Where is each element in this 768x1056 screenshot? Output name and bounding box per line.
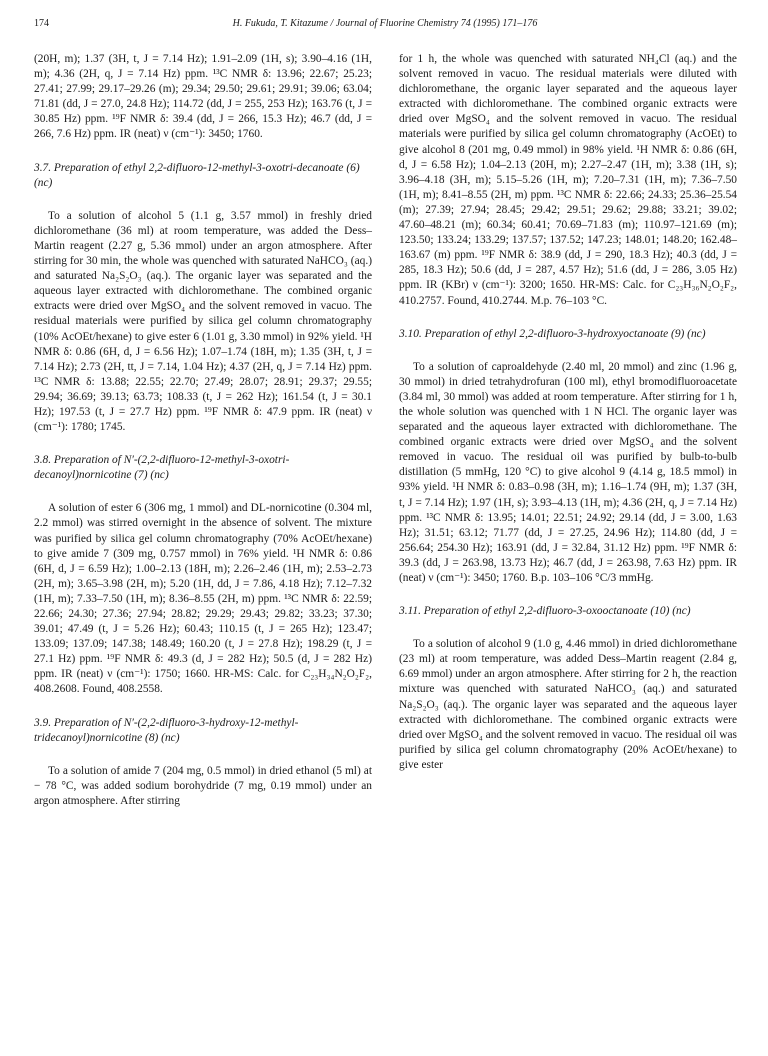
page-number: 174	[34, 18, 49, 29]
left-column	[34, 52, 372, 809]
running-header	[34, 18, 736, 34]
paragraph-continued: (20H, m); 1.37 (3H, t, J = 7.14 Hz); 1.91–2.09 (1H, s); 3.90–4.16 (1H, m); 4.36 (2H, q, J = 7.14 Hz) ppm. ¹³C NMR δ: 13.96; 22.67; 25.23; 27.41; 27.99; 29.17–29.26 (m); 29.34; 29.50; 29.61; 29.91; 39.06; 63.04; 71.81 (dd, J = 27.0, 24.8 Hz); 114.72 (dd, J = 255, 253 Hz); 163.76 (t, J = 30.85 Hz) ppm. ¹⁹F NMR δ: 39.4 (dd, J = 266, 15.3 Hz); 46.7 (dd, J = 266, 7.6 Hz) ppm. IR (neat) ν (cm⁻¹): 3450; 1760.	[34, 53, 372, 141]
section-heading-3-8: 3.8. Preparation of N′-(2,2-difluoro-12-methyl-3-oxotri-decanoyl)nornicotine (7) (nc)	[34, 454, 290, 482]
paragraph-3-11: To a solution of alcohol 9 (1.0 g, 4.46 mmol) in dried dichloromethane (23 ml) at room temperature, was added Dess–Martin reagent (2.84 g, 6.69 mmol) under an argon atmosphere. After stirring for 2 h, the reaction mixture was quenched with saturated NaHCO₃ (aq.) and saturated Na₂S₂O₃ (aq.). The organic layer was separated and the aqueous layer extracted with dichloromethane. The combined organic extracts were dried over MgSO₄ and the solvent removed in vacuo. The residual oil was purified by silica gel column chromatography (20% AcOEt/hexane) to give ester	[399, 638, 737, 771]
section-heading-3-10: 3.10. Preparation of ethyl 2,2-difluoro-3-hydroxyoctanoate (9) (nc)	[399, 327, 706, 340]
journal-reference: H. Fukuda, T. Kitazume / Journal of Fluorine Chemistry 74 (1995) 171–176	[232, 18, 538, 29]
section-heading-3-9: 3.9. Preparation of N′-(2,2-difluoro-3-hydroxy-12-methyl-tridecanoyl)nornicotine (8) (nc)	[34, 716, 299, 744]
paragraph-3-10: To a solution of caproaldehyde (2.40 ml, 20 mmol) and zinc (1.96 g, 30 mmol) in dried tetrahydrofuran (100 ml), ethyl bromodifluoroacetate (3.84 ml, 30 mmol) was added at room temperature. After stirring for 1 h, the whole solution was quenched with 1 N HCl. The organic layer was separated and the aqueous layer extracted with dichloromethane. The combined organic extracts were dried over MgSO₄ and the solvent removed in vacuo. The residual oil was purified by bulb-to-bulb distillation (5 mmHg, 120 °C) to give alcohol 9 (4.14 g, 18.5 mmol) in 93% yield. ¹H NMR δ: 0.83–0.98 (3H, m); 1.16–1.74 (9H, m); 1.37 (3H, t, J = 7.14 Hz); 1.97 (1H, s); 3.93–4.13 (1H, m); 4.36 (2H, q, J = 7.14 Hz) ppm. ¹³C NMR δ: 13.95; 14.01; 22.51; 24.92; 29.14 (dd, J = 3.00, 1.63 Hz); 31.51; 63.12; 71.77 (dd, J = 27.25, 24.96 Hz); 114.80 (dd, J = 256.64; 254.30 Hz); 163.91 (dd, J = 32.84, 31.12 Hz) ppm. ¹⁹F NMR δ: 39.3 (dd, J = 263.98, 13.73 Hz); 46.7 (dd, J = 263.98, 7.63 Hz) ppm. IR (neat) ν (cm⁻¹): 3450; 1760. B.p. 103–106 °C/3 mmHg.	[399, 360, 737, 584]
paragraph-3-9: To a solution of amide 7 (204 mg, 0.5 mmol) in dried ethanol (5 ml) at − 78 °C, was added sodium borohydride (7 mg, 0.19 mmol) under an argon atmosphere. After stirring	[34, 764, 372, 807]
paragraph-continued: for 1 h, the whole was quenched with saturated NH₄Cl (aq.) and the solvent removed in vacuo. The residual materials were diluted with dichloromethane, the organic layer separated and the aqueous layer extracted with dichloromethane. The combined organic extracts were dried over MgSO₄ and the solvent removed in vacuo. The residual materials were purified by silica gel column chromatography (AcOEt) to give alcohol 8 (201 mg, 0.49 mmol) in 98% yield. ¹H NMR δ: 0.86 (6H, d, J = 6.58 Hz); 1.04–2.13 (20H, m); 2.27–2.47 (1H, m); 3.38 (1H, s); 3.96–4.18 (3H, m); 5.15–5.26 (1H, m); 7.20–7.31 (1H, m); 7.36–7.50 (1H, m); 8.41–8.55 (2H, m) ppm. ¹³C NMR δ: 22.66; 24.33; 25.36–25.54 (m); 27.39; 27.94; 28.45; 29.42; 29.51; 29.62; 29.88; 33.21; 39.02; 47.60–48.21 (m); 60.34; 60.41; 70.69–71.83 (m); 110.97–121.69 (m); 123.50; 133.24; 133.29; 137.57; 137.52; 147.23; 148.01; 148.20; 162.48–163.67 (m) ppm. ¹⁹F NMR δ: 38.9 (dd, J = 290, 18.3 Hz); 40.3 (dd, J = 285, 18.3 Hz); 50.6 (dd, J = 287, 4.57 Hz); 51.6 (dd, J = 286, 3.05 Hz) ppm. IR (KBr) ν (cm⁻¹): 3200; 1650. HR-MS: Calc. for C₂₃H₃₆N₂O₂F₂, 410.2757. Found, 410.2744. M.p. 76–103 °C.	[399, 53, 737, 307]
right-column	[399, 52, 737, 773]
paragraph-3-8: A solution of ester 6 (306 mg, 1 mmol) and DL-nornicotine (0.304 ml, 2.2 mmol) was stirred overnight in the absence of solvent. The mixture was purified by silica gel column chromatography (70% AcOEt/hexane) to give amide 7 (309 mg, 0.757 mmol) in 76% yield. ¹H NMR δ: 0.86 (6H, d, J = 6.59 Hz); 1.00–2.13 (18H, m); 2.26–2.46 (1H, m); 2.53–2.73 (2H, m); 3.65–3.98 (2H, m); 5.20 (1H, dd, J = 7.86, 4.18 Hz); 7.12–7.32 (1H, m); 7.33–7.50 (1H, m); 8.36–8.55 (2H, m) ppm. ¹³C NMR δ: 22.59; 22.66; 24.30; 27.36; 27.94; 28.82; 29.29; 29.43; 29.82; 33.23; 37.30; 39.01; 47.49 (t, J = 5.26 Hz); 60.43; 110.15 (t, J = 265 Hz); 123.47; 133.09; 137.09; 147.38; 148.49; 160.20 (t, J = 27.8 Hz); 198.29 (t, J = 27.1 Hz) ppm. ¹⁹F NMR δ: 49.3 (d, J = 282 Hz); 50.5 (d, J = 282 Hz) ppm. IR (neat) ν (cm⁻¹): 1750; 1660. HR-MS: Calc. for C₂₃H₃₄N₂O₂F₂, 408.2608. Found, 408.2558.	[34, 502, 372, 696]
section-heading-3-7: 3.7. Preparation of ethyl 2,2-difluoro-12-methyl-3-oxotri-decanoate (6) (nc)	[34, 161, 360, 189]
paragraph-3-7: To a solution of alcohol 5 (1.1 g, 3.57 mmol) in freshly dried dichloromethane (36 ml) at room temperature, was added the Dess–Martin reagent (2.27 g, 5.36 mmol) under an argon atmosphere. After stirring for 30 min, the whole was quenched with saturated NaHCO₃ (aq.) and saturated Na₂S₂O₃ (aq.). The organic layer was separated and the aqueous layer extracted with dichloromethane. The combined organic extracts were dried over MgSO₄ and the solvent removed in vacuo. The residual materials were purified by silica gel column chromatography (10% AcOEt/hexane) to give ester 6 (1.01 g, 3.30 mmol) in 92% yield. ¹H NMR δ: 0.86 (6H, d, J = 6.56 Hz); 1.07–1.74 (18H, m); 1.35 (3H, t, J = 7.14 Hz); 2.73 (2H, tt, J = 7.14, 1.04 Hz); 4.37 (2H, q, J = 7.14 Hz) ppm. ¹³C NMR δ: 13.88; 22.55; 22.70; 27.49; 28.07; 28.91; 29.37; 29.55; 29.94; 36.69; 39.13; 63.73; 108.33 (t, J = 262 Hz); 161.54 (t, J = 30.1 Hz); 197.53 (t, J = 27.7 Hz) ppm. ¹⁹F NMR δ: 47.9 ppm. IR (neat) ν (cm⁻¹): 1780; 1745.	[34, 209, 372, 434]
section-heading-3-11: 3.11. Preparation of ethyl 2,2-difluoro-3-oxooctanoate (10) (nc)	[399, 605, 691, 618]
